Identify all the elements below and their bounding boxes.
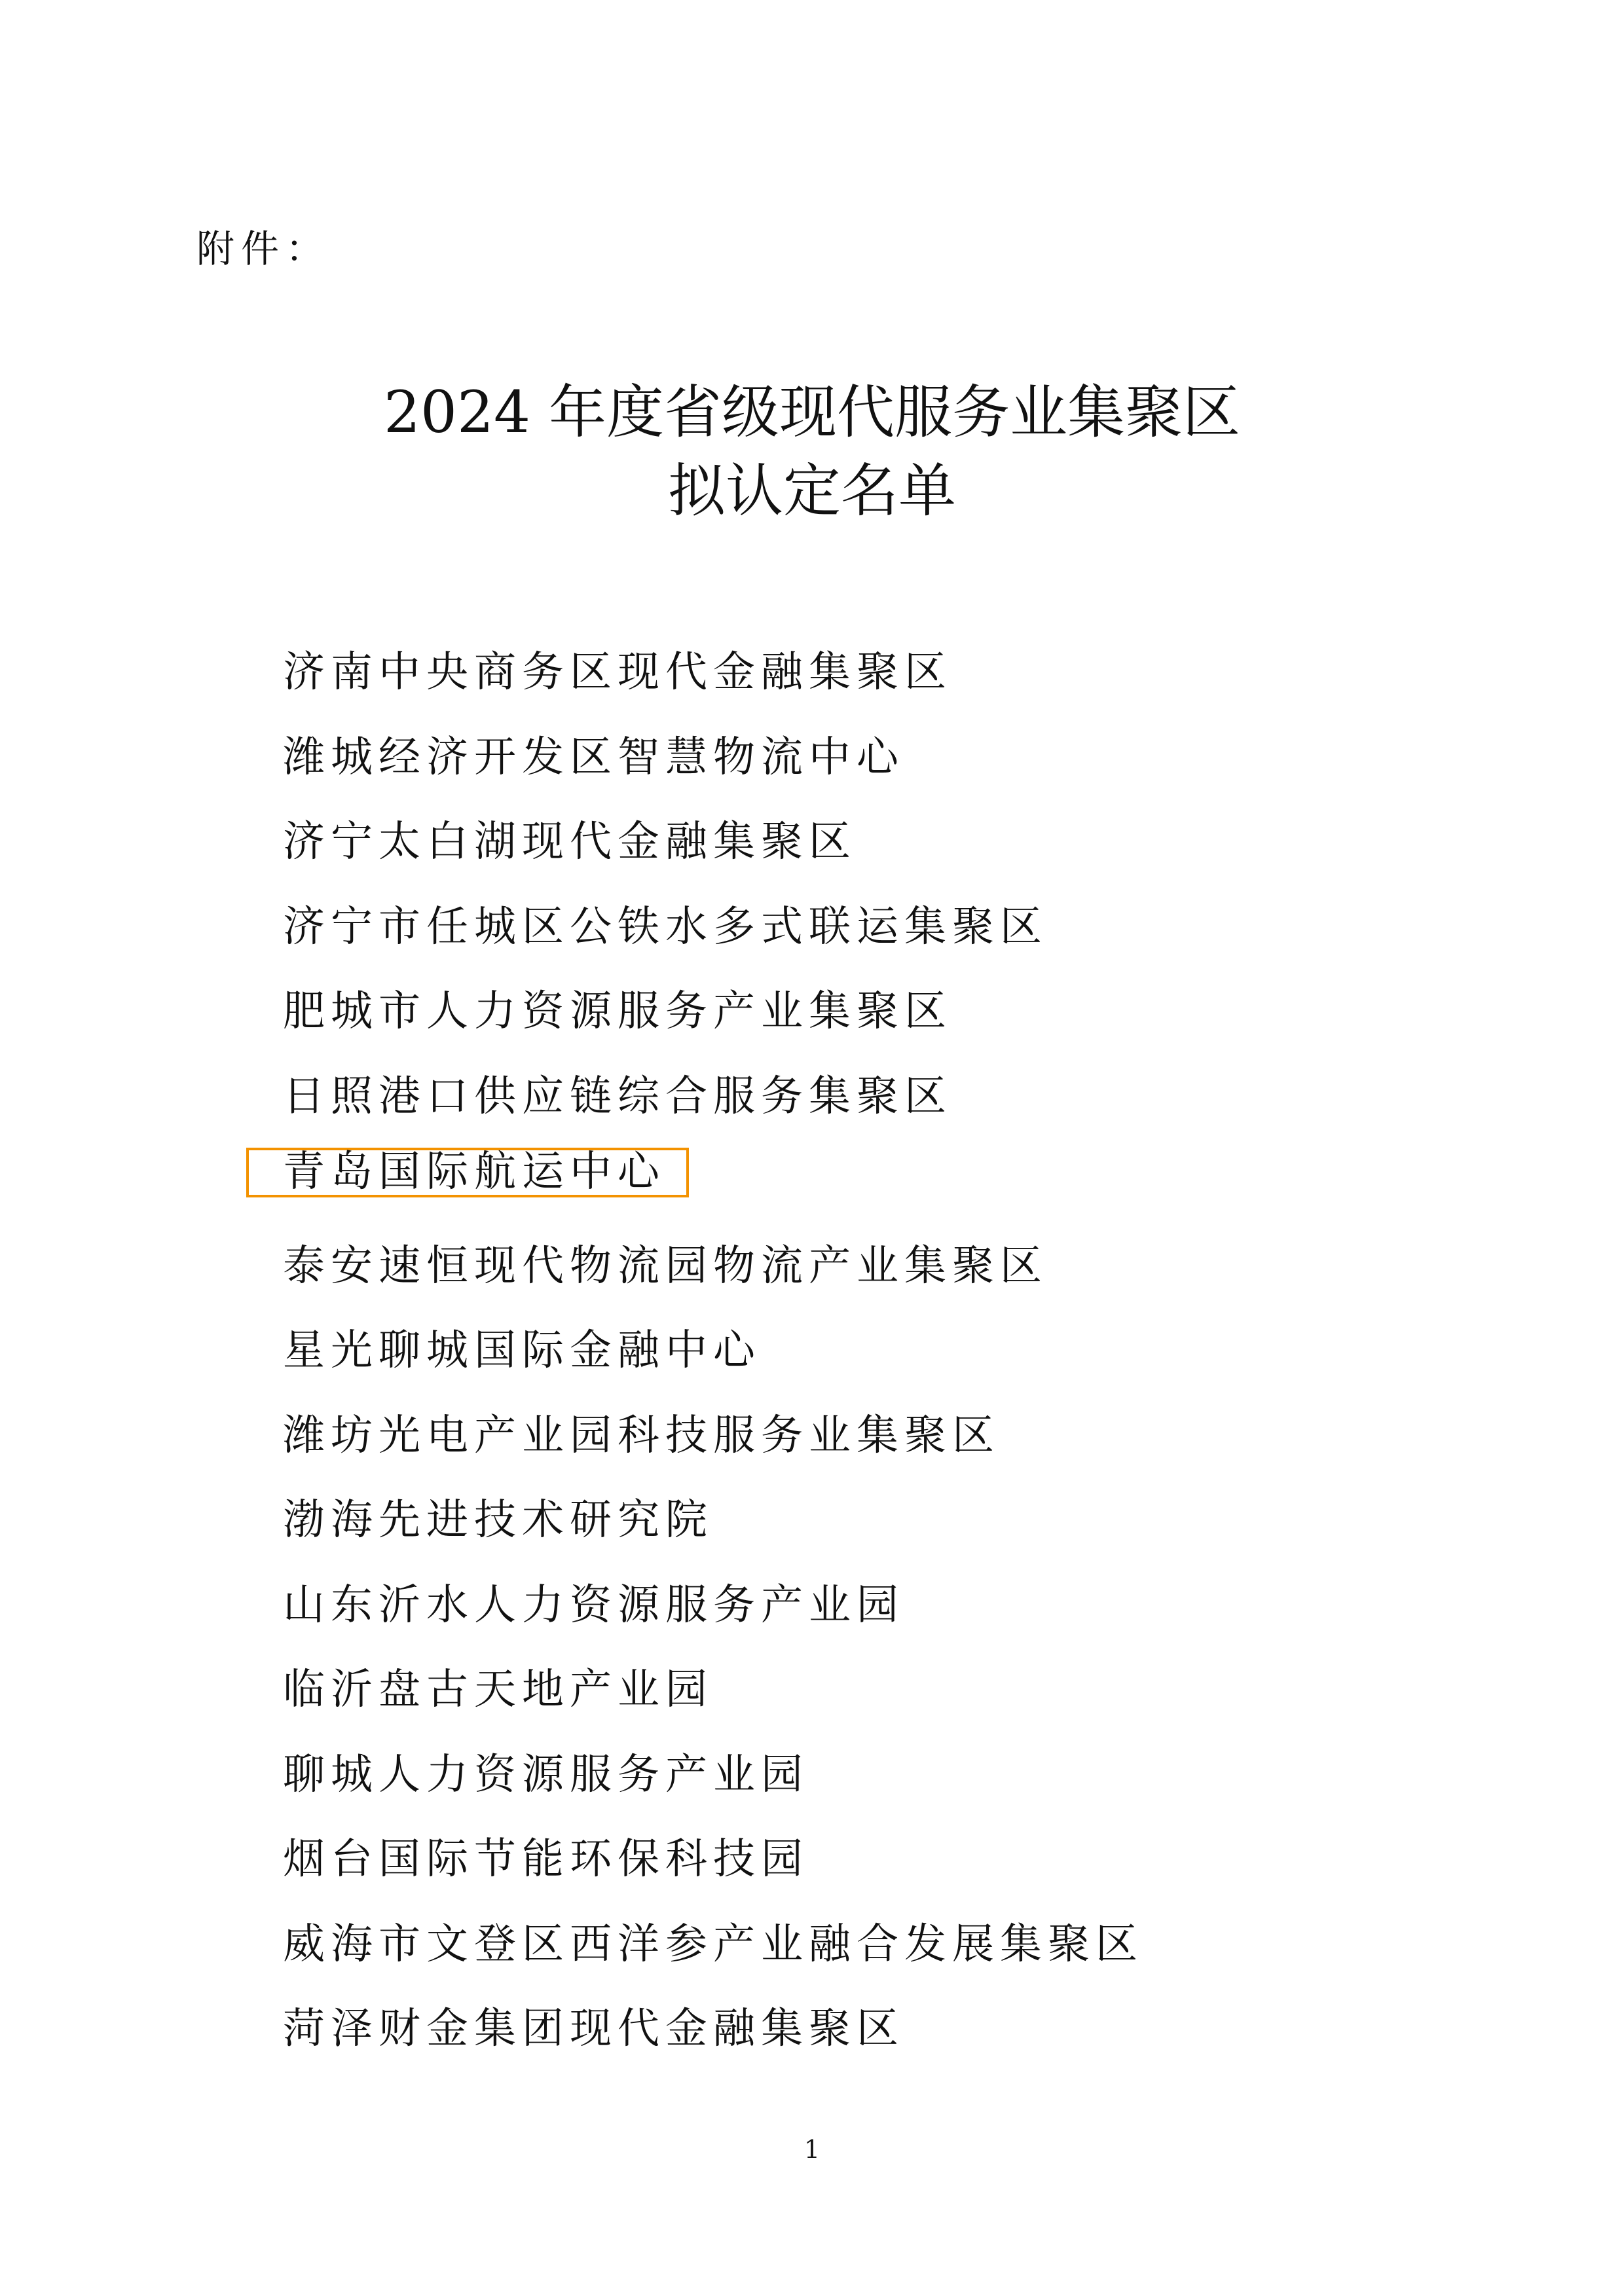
list-item-text: 泰安速恒现代物流园物流产业集聚区	[283, 1241, 1048, 1290]
list-item-text: 渤海先进技术研究院	[283, 1496, 713, 1544]
list-item-text: 山东沂水人力资源服务产业园	[283, 1580, 904, 1630]
list-item	[283, 1067, 1143, 1152]
list-item-text: 济宁市任城区公铁水多式联运集聚区	[283, 902, 1048, 951]
list-item	[283, 728, 1143, 813]
candidate-list	[283, 643, 1143, 2085]
list-item-text: 聊城人力资源服务产业园	[283, 1750, 809, 1799]
list-item-text: 济宁太白湖现代金融集聚区	[283, 818, 857, 866]
list-item-text: 潍坊光电产业园科技服务业集聚区	[283, 1411, 1000, 1460]
list-item	[283, 1491, 1143, 1576]
list-item-text: 星光聊城国际金融中心	[283, 1326, 761, 1375]
attachment-label: 附件：	[196, 227, 331, 271]
list-item-text: 潍城经济开发区智慧物流中心	[283, 733, 904, 782]
list-item	[283, 1745, 1143, 1831]
document-title	[0, 373, 1624, 530]
list-item	[283, 982, 1143, 1067]
title-line-1: 2024 年度省级现代服务业集聚区	[384, 378, 1240, 446]
list-item-text: 临沂盘古天地产业园	[283, 1666, 713, 1714]
list-item	[283, 643, 1143, 728]
list-item-text: 肥城市人力资源服务产业集聚区	[283, 987, 952, 1036]
list-item	[283, 1999, 1143, 2085]
list-item-highlighted	[283, 1148, 1143, 1237]
list-item-text: 济南中央商务区现代金融集聚区	[283, 648, 952, 697]
list-item	[283, 898, 1143, 983]
list-item	[283, 1660, 1143, 1745]
list-item	[283, 812, 1143, 898]
list-item	[283, 1237, 1143, 1322]
list-item-text: 青岛国际航运中心	[283, 1148, 665, 1196]
list-item	[283, 1406, 1143, 1491]
list-item-text: 威海市文登区西洋参产业融合发展集聚区	[283, 1920, 1143, 1969]
list-item-text: 日照港口供应链综合服务集聚区	[283, 1072, 952, 1121]
list-item	[283, 1830, 1143, 1915]
list-item-text: 菏泽财金集团现代金融集聚区	[283, 2005, 904, 2053]
page-number: 1	[803, 2135, 821, 2164]
list-item	[283, 1915, 1143, 2000]
list-item	[283, 1576, 1143, 1661]
list-item	[283, 1321, 1143, 1406]
title-line-2: 拟认定名单	[667, 457, 956, 524]
list-item-text: 烟台国际节能环保科技园	[283, 1835, 809, 1884]
